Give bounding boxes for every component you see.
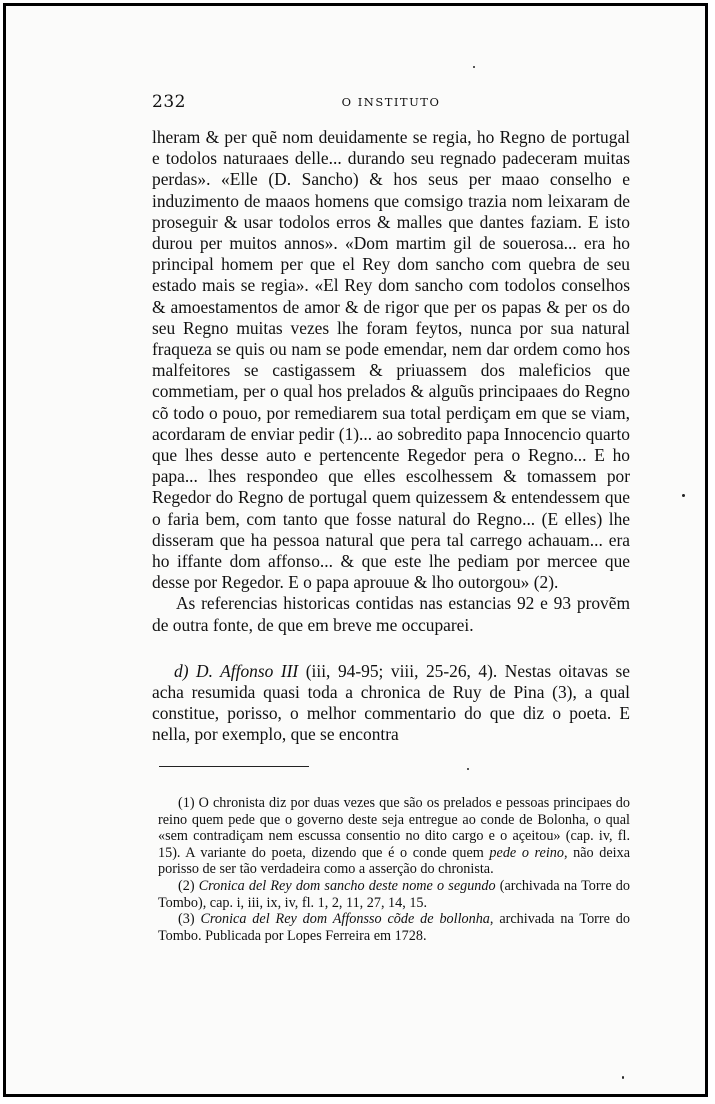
footnote-3-title: Cronica del Rey dom Affonsso cõde de bollonha (200, 911, 490, 928)
footnote-1-text-end: , não deixa porisso de ser tão verdadeira como a asserção do chronista. (158, 844, 631, 878)
footnote-2-text: (archivada na Torre do Tombo), cap. i, iii, ix, iv, fl. 1, 2, 11, 27, 14, 15. (158, 877, 630, 911)
scan-speck (682, 494, 685, 497)
scan-speck (622, 1076, 624, 1079)
section-d-paragraph (152, 661, 630, 746)
footnote-1-italic: pede o reino (489, 844, 564, 861)
footnote-2-title: Cronica del Rey dom sancho deste nome o segundo (198, 877, 496, 894)
footnotes (158, 795, 630, 944)
footnote-3 (158, 911, 630, 944)
footnote-2 (158, 878, 630, 911)
journal-title: O INSTITUTO (341, 95, 441, 109)
footnote-3-number: (3) (178, 911, 201, 928)
footnote-3-text: , archivada na Torre do Tombo. Publicada por Lopes Ferreira em 1728. (158, 911, 630, 944)
footnote-2-number: (2) (178, 877, 199, 894)
paragraph-references: As referencias historicas contidas nas estancias 92 e 93 provẽm de outra fonte, de que em breve me occuparei. (152, 593, 630, 635)
scan-speck (473, 66, 475, 68)
footnote-1-text: (1) O chronista diz por duas vezes que são os prelados e pessoas principaes do reino quem pede que o governo deste seja entregue ao conde de Bolonha, o qual «sem contradiçam nem escussa consentio no dito cargo e o açeitou» (cap. iv, fl. 15). A variante do poeta, dizendo que é o conde quem (158, 795, 630, 861)
running-head (152, 92, 630, 114)
section-label: d) D. Affonso III (174, 660, 299, 681)
section-text: (iii, 94-95; viii, 25-26, 4). Nestas oitavas se acha resumida quasi toda a chronica de Ruy de Pina (3), a qual constitue, porisso, o melhor commentario do que diz o poeta. E nella, por exemplo, que se encontra (152, 660, 630, 745)
page-number: 232 (152, 92, 186, 112)
footnote-1 (158, 795, 630, 878)
scan-speck (467, 768, 469, 770)
paragraph-quotation: lheram & per quẽ nom deuidamente se regia, ho Regno de portugal e todolos naturaaes delle... durando seu regnado padeceram muitas perdas». «Elle (D. Sancho) & hos seus per maao conselho e induzimento de maaos homens que comsigo trazia nom leixaram de proseguir & usar todolos erros & malles que dantes faziam. E isto durou per muitos annos». «Dom martim gil de souerosa... era ho principal homem per que el Rey dom sancho com quebra de seu estado mais se regia». «El Rey dom sancho com todolos conselhos & amoestamentos de amor & de rigor que per os papas & per os do seu Regno muitas vezes lhe foram feytos, nunca por sua natural fraqueza se quis ou nam se pode emendar, nem dar ordem como hos malfeitores se castigassem & priuassem dos maleficios que commetiam, per o qual hos prelados & alguũs principaaes do Regno cõ todo o pouo, por remediarem sua total perdiçam em que se viam, acordaram de enviar pedir (1)... ao sobredito papa Innocencio quarto que lhes desse auto e pertencente Regedor pera o Regno... E ho papa... lhes respondeo que elles escolhessem & tomassem por Regedor do Regno de portugal quem quizessem & entendessem que o faria bem, com tanto que fosse natural do Regno... (E elles) lhe disseram que ha pessoa natural que pera tal carrego achauam... era ho iffante dom affonso... & que este lhe pediam por mercee que desse por Regedor. E o papa aprouue & lho outorgou» (2). (152, 127, 630, 593)
main-text (152, 127, 630, 746)
footnote-rule (159, 766, 309, 767)
